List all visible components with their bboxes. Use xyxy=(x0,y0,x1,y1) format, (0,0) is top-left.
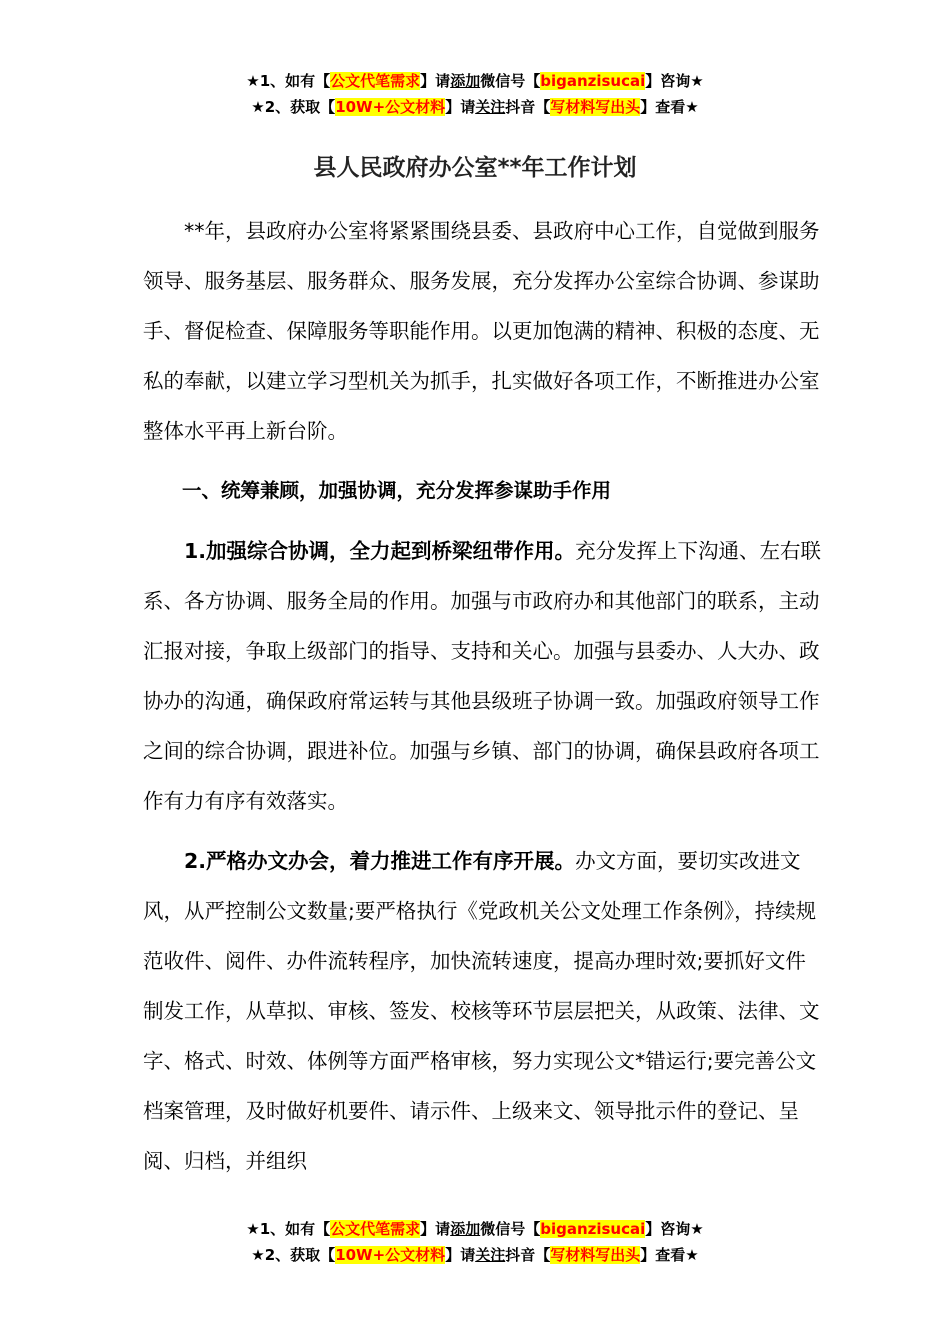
item-1-paragraph xyxy=(143,526,823,826)
highlight-ghostwriting: 公文代笔需求 xyxy=(330,1220,421,1238)
highlight-douyin-account: 写材料写出头 xyxy=(550,1246,641,1264)
highlight-douyin-account: 写材料写出头 xyxy=(550,98,641,116)
promo-line-2: ★2、获取【10W+公文材料】请关注抖音【写材料写出头】查看★ xyxy=(251,1246,699,1264)
highlight-wechat-id: biganzisucai xyxy=(540,72,646,90)
promo-banner-top xyxy=(0,68,950,120)
promo-line-2: ★2、获取【10W+公文材料】请关注抖音【写材料写出头】查看★ xyxy=(251,98,699,116)
highlight-materials: 10W+公文材料 xyxy=(335,1246,446,1264)
promo-banner-bottom xyxy=(0,1216,950,1268)
promo-line-1: ★1、如有【公文代笔需求】请添加微信号【biganzisucai】咨询★ xyxy=(246,72,704,90)
document-body xyxy=(143,206,823,1186)
highlight-materials: 10W+公文材料 xyxy=(335,98,446,116)
section-1-heading: 一、统筹兼顾，加强协调，充分发挥参谋助手作用 xyxy=(182,479,612,502)
item-1-lead: 1.加强综合协调，全力起到桥梁纽带作用。 xyxy=(184,539,576,563)
item-1-body: 充分发挥上下沟通、左右联系、各方协调、服务全局的作用。加强与市政府办和其他部门的联系，主动汇报对接，争取上级部门的指导、支持和关心。加强与县委办、人大办、政协办的沟通，确保政府常运转与其他县级班子协调一致。加强政府领导工作之间的综合协调，跟进补位。加强与乡镇、部门的协调，确保县政府各项工作有力有序有效落实。 xyxy=(143,539,822,813)
intro-paragraph: **年，县政府办公室将紧紧围绕县委、县政府中心工作，自觉做到服务领导、服务基层、服务群众、服务发展，充分发挥办公室综合协调、参谋助手、督促检查、保障服务等职能作用。以更加饱满的精神、积极的态度、无私的奉献，以建立学习型机关为抓手，扎实做好各项工作，不断推进办公室整体水平再上新台阶。 xyxy=(143,219,820,443)
item-2-lead: 2.严格办文办会，着力推进工作有序开展。 xyxy=(184,849,576,873)
item-2-body: 办文方面，要切实改进文风，从严控制公文数量;要严格执行《党政机关公文处理工作条例》，持续规范收件、阅件、办件流转程序，加快流转速度，提高办理时效;要抓好文件制发工作，从草拟、审核、签发、校核等环节层层把关，从政策、法律、文字、格式、时效、体例等方面严格审核，努力实现公文*错运行;要完善公文档案管理，及时做好机要件、请示件、上级来文、领导批示件的登记、呈阅、归档，并组织 xyxy=(143,849,820,1173)
document-title: 县人民政府办公室**年工作计划 xyxy=(313,155,637,181)
highlight-wechat-id: biganzisucai xyxy=(540,1220,646,1238)
item-2-paragraph xyxy=(143,836,823,1186)
promo-line-1: ★1、如有【公文代笔需求】请添加微信号【biganzisucai】咨询★ xyxy=(246,1220,704,1238)
highlight-ghostwriting: 公文代笔需求 xyxy=(330,72,421,90)
